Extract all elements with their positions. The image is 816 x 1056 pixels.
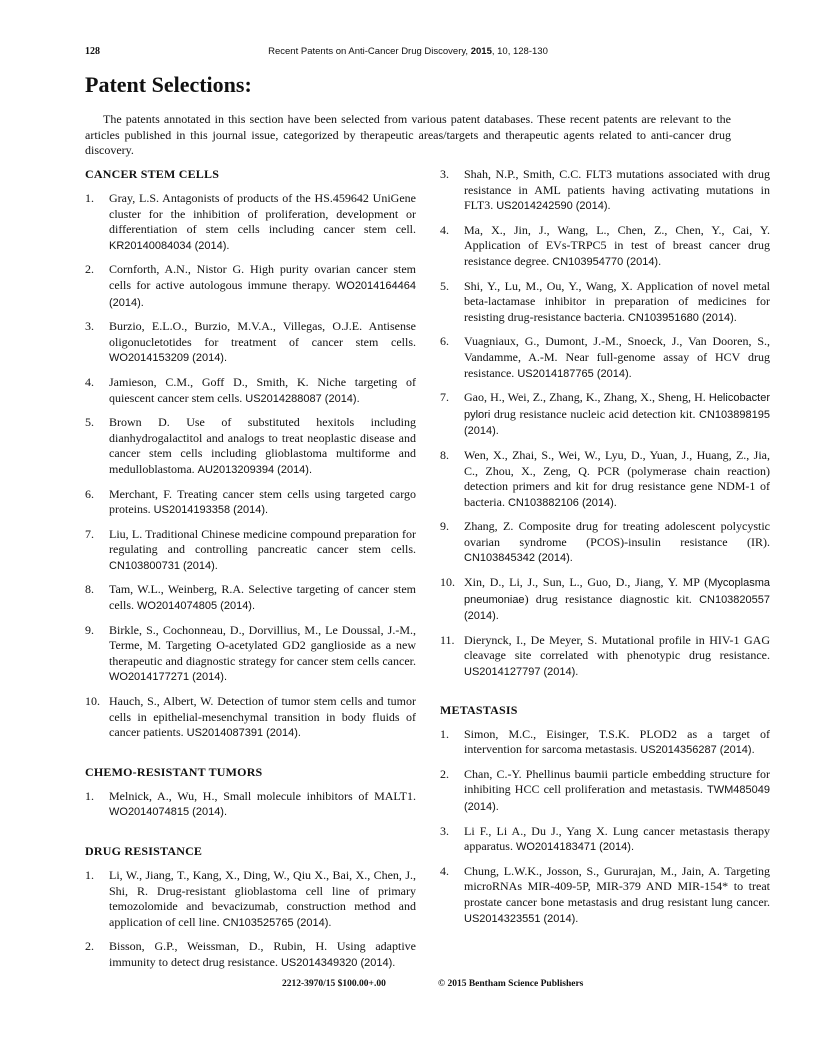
reference-number: 7. [440,390,449,405]
patent-number: US2014323551 (2014). [464,912,579,925]
reference-item [440,824,770,856]
reference-text: Jamieson, C.M., Goff D., Smith, K. Niche targeting of quiescent cancer stem cells. [109,374,416,405]
patent-number: TWM485049 (2014). [464,784,770,813]
patent-number: US2014193358 (2014). [153,504,269,517]
reference-item [440,334,770,382]
reference-number: 10. [440,575,455,590]
reference-text: Hauch, S., Albert, W. Detection of tumor stem cells and tumor cells in epithelial-mesenchymal transition in body fluids of cancer patients. [109,694,416,740]
reference-text: Merchant, F. Treating cancer stem cells using targeted cargo proteins. [109,486,416,517]
reference-item [440,767,770,816]
running-head [85,46,731,60]
journal-citation [85,46,731,57]
reference-number: 4. [85,374,94,389]
reference-list [85,191,416,742]
section-drug-resistance [85,844,416,972]
patent-number: CN103882106 (2014). [507,496,617,509]
section-heading: METASTASIS [440,702,518,717]
reference-text: Chan, C.-Y. Phellinus baumii particle embedding structure for inhibiting HCC cell proliferation and metastasis. [464,766,770,797]
patent-number: CN103898195 (2014). [464,408,770,438]
copyright-notice: © 2015 Bentham Science Publishers [438,979,584,989]
reference-text: Wen, X., Zhai, S., Wei, W., Lyu, D., Yuan, J., Huang, Z., Jia, C., Zhou, X., Zeng, Q. PCR (polymerase chain reaction) detection primers and kit for drug resistance gene NDM-1 of bacteria. [464,447,770,509]
reference-number: 9. [440,519,449,534]
reference-item [85,375,416,407]
reference-number: 5. [85,415,94,430]
reference-text: Tam, W.L., Weinberg, R.A. Selective targeting of cancer stem cells. [109,582,416,613]
patent-number: WO2014074805 (2014). [137,600,256,613]
reference-text-continued: ) drug resistance diagnostic kit. [524,591,692,606]
reference-text: Xin, D., Li, J., Sun, L., Guo, D., Jiang, Y. MP ( [464,575,709,590]
reference-number: 6. [85,486,94,501]
species-name: Helicobacter pylori [464,392,771,421]
patent-number: CN103820557 (2014). [464,593,771,623]
patent-number: CN103951680 (2014). [627,311,737,324]
reference-text: Shah, N.P., Smith, C.C. FLT3 mutations associated with drug resistance in AML patients having activating mutations in FLT3. [464,167,770,213]
patent-number: US2014356287 (2014). [640,744,755,757]
reference-list-drug-resistance-continued [440,167,770,681]
reference-number: 1. [85,788,94,803]
reference-text: Vuagniaux, G., Dumont, J.-M., Snoeck, J., Van Dooren, S., Vandamme, A.-M. Near full-genome assay of HCV drug resistance. [464,334,770,380]
left-column [85,167,416,981]
reference-item [85,527,416,575]
reference-list [85,868,416,972]
reference-number: 4. [440,863,449,878]
reference-item [85,939,416,971]
reference-text: Li, W., Jiang, T., Kang, X., Ding, W., Qiu X., Bai, X., Chen, J., Shi, R. Drug-resistant glioblastoma cell line of primary temozolomide and bevacizumab, construction method and application of cell line. [109,868,416,929]
patent-number: WO2014183471 (2014). [515,841,635,854]
reference-text: Chung, L.W.K., Josson, S., Gururajan, M., Jain, A. Targeting microRNAs MIR-409-5P, MIR-379 AND MIR-154* to treat prostate cancer bone metastasis and drug resistant lung cancer. [464,863,770,909]
reference-number: 2. [85,262,94,277]
reference-item [440,575,770,625]
reference-item [440,167,770,215]
section-chemo-resistant-tumors [85,765,416,821]
patent-number: KR20140084034 (2014). [109,239,230,252]
reference-number: 3. [440,167,449,181]
reference-number: 9. [85,622,94,637]
reference-number: 1. [85,191,94,205]
patent-number: CN103954770 (2014). [552,255,662,268]
reference-item [85,582,416,614]
reference-item [85,623,416,686]
species-name: Mycoplasma pneumoniae [464,577,770,606]
reference-text: Ma, X., Jin, J., Wang, L., Chen, Z., Chen, Y., Cai, Y. Application of EVs-TRPC5 in test of breast cancer drug resistance degree. [464,222,770,268]
reference-text: Cornforth, A.N., Nistor G. High purity ovarian cancer stem cells for active autologous immune therapy. [109,262,416,292]
patent-number: WO2014074815 (2014). [109,806,228,819]
reference-item [440,519,770,567]
reference-list [85,789,416,821]
page-number: 128 [85,46,100,57]
reference-item [85,789,416,821]
reference-text: Bisson, G.P., Weissman, D., Rubin, H. Using adaptive immunity to detect drug resistance. [109,939,416,969]
reference-text: Gray, L.S. Antagonists of products of the HS.459642 UniGene cluster for the inhibition of proliferation, development or differentiation of stem cells including cancer stem cell. [109,191,416,237]
reference-text: Birkle, S., Cochonneau, D., Dorvillius, M., Le Doussal, J.-M., Terme, M. Targeting O-acetylated GD2 ganglioside as a new therapeutic and diagnostic strategy for cancer stem cells cancer. [109,622,416,668]
patent-number: US2014187765 (2014). [517,367,632,380]
reference-text-continued: drug resistance nucleic acid detection kit. [493,406,696,421]
patent-number: US2014242590 (2014). [496,200,611,213]
reference-item [85,694,416,742]
reference-number: 2. [85,939,94,954]
patent-number: CN103525765 (2014). [222,916,332,929]
section-heading: CANCER STEM CELLS [85,167,220,181]
reference-item [85,319,416,367]
reference-item [440,448,770,511]
reference-number: 4. [440,222,449,237]
reference-text: Zhang, Z. Composite drug for treating adolescent polycystic ovarian syndrome (PCOS)-insulin resistance (IR). [464,519,770,549]
patent-number: WO2014153209 (2014). [109,352,228,365]
reference-number: 2. [440,766,449,781]
reference-number: 7. [85,526,94,541]
reference-text: Gao, H., Wei, Z., Zhang, K., Zhang, X., Sheng, H. [464,390,706,405]
reference-number: 8. [440,447,449,462]
patent-number: US2014127797 (2014). [464,666,579,679]
intro-paragraph: The patents annotated in this section have been selected from various patent databases. These recent patents are relevant to the articles published in this journal issue, categorized by therapeutic areas/targets and therapeutic agents related to anti-cancer drug discovery. [85,112,731,157]
reference-text: Simon, M.C., Eisinger, T.S.K. PLOD2 as a target of intervention for sarcoma metastasis. [464,726,770,757]
section-cancer-stem-cells [85,167,416,742]
patent-number: WO2014177271 (2014). [109,671,228,684]
right-column [440,167,770,936]
reference-item [440,223,770,271]
reference-text: Dierynck, I., De Meyer, S. Mutational profile in HIV-1 GAG cleavage site correlated with phenotypic drug resistance. [464,632,770,663]
reference-number: 5. [440,278,449,293]
reference-item [85,868,416,931]
reference-list [440,727,770,928]
issn-price: 2212-3970/15 $100.00+.00 [282,979,386,989]
reference-text: Burzio, E.L.O., Burzio, M.V.A., Villegas, O.J.E. Antisense oligonucletotides for treatment of cancer stem cells. [109,319,416,349]
reference-item [440,390,770,440]
reference-item [85,262,416,311]
patent-number: US2014349320 (2014). [280,956,396,969]
patent-number: US2014288087 (2014). [245,392,360,405]
journal-name: Recent Patents on Anti-Cancer Drug Discovery, [268,46,469,57]
journal-volume-pages: , 10, 128-130 [491,46,548,57]
reference-number: 1. [85,868,94,882]
reference-number: 6. [440,334,449,349]
patent-number: US2014087391 (2014). [186,727,301,740]
reference-item [85,415,416,478]
section-metastasis [440,703,770,928]
reference-item [85,487,416,519]
reference-number: 3. [440,823,449,838]
patent-number: AU2013209394 (2014). [197,463,313,476]
reference-item [440,633,770,681]
patent-number: CN103800731 (2014). [109,559,218,572]
patent-number: WO2014164464 (2014). [109,279,416,309]
reference-text: Melnick, A., Wu, H., Small molecule inhibitors of MALT1. [109,788,416,803]
reference-item [85,191,416,254]
section-heading: DRUG RESISTANCE [85,844,203,858]
reference-item [440,864,770,927]
journal-year: 2015 [470,46,492,57]
reference-item [440,279,770,327]
reference-text: Shi, Y., Lu, M., Ou, Y., Wang, X. Application of novel metal beta-lactamase inhibitor in preparation of medicines for resisting drug-resistance bacteria. [464,278,770,324]
page-title: Patent Selections: [85,72,252,97]
section-heading: CHEMO-RESISTANT TUMORS [85,764,263,779]
reference-number: 11. [440,632,455,647]
reference-text: Liu, L. Traditional Chinese medicine compound preparation for regulating and controlling pancreatic cancer stem cells. [109,526,416,557]
reference-text: Li F., Li A., Du J., Yang X. Lung cancer metastasis therapy apparatus. [464,823,770,854]
reference-text: Brown D. Use of substituted hexitols including dianhydrogalactitol and analogs to treat neoplastic disease and cancer stem cells including glioblastoma multiforme and medulloblastoma. [109,415,416,476]
reference-number: 8. [85,582,94,597]
reference-item [440,727,770,759]
reference-number: 3. [85,319,94,334]
reference-number: 10. [85,694,100,709]
patent-number: CN103845342 (2014). [464,552,573,565]
reference-number: 1. [440,726,449,741]
